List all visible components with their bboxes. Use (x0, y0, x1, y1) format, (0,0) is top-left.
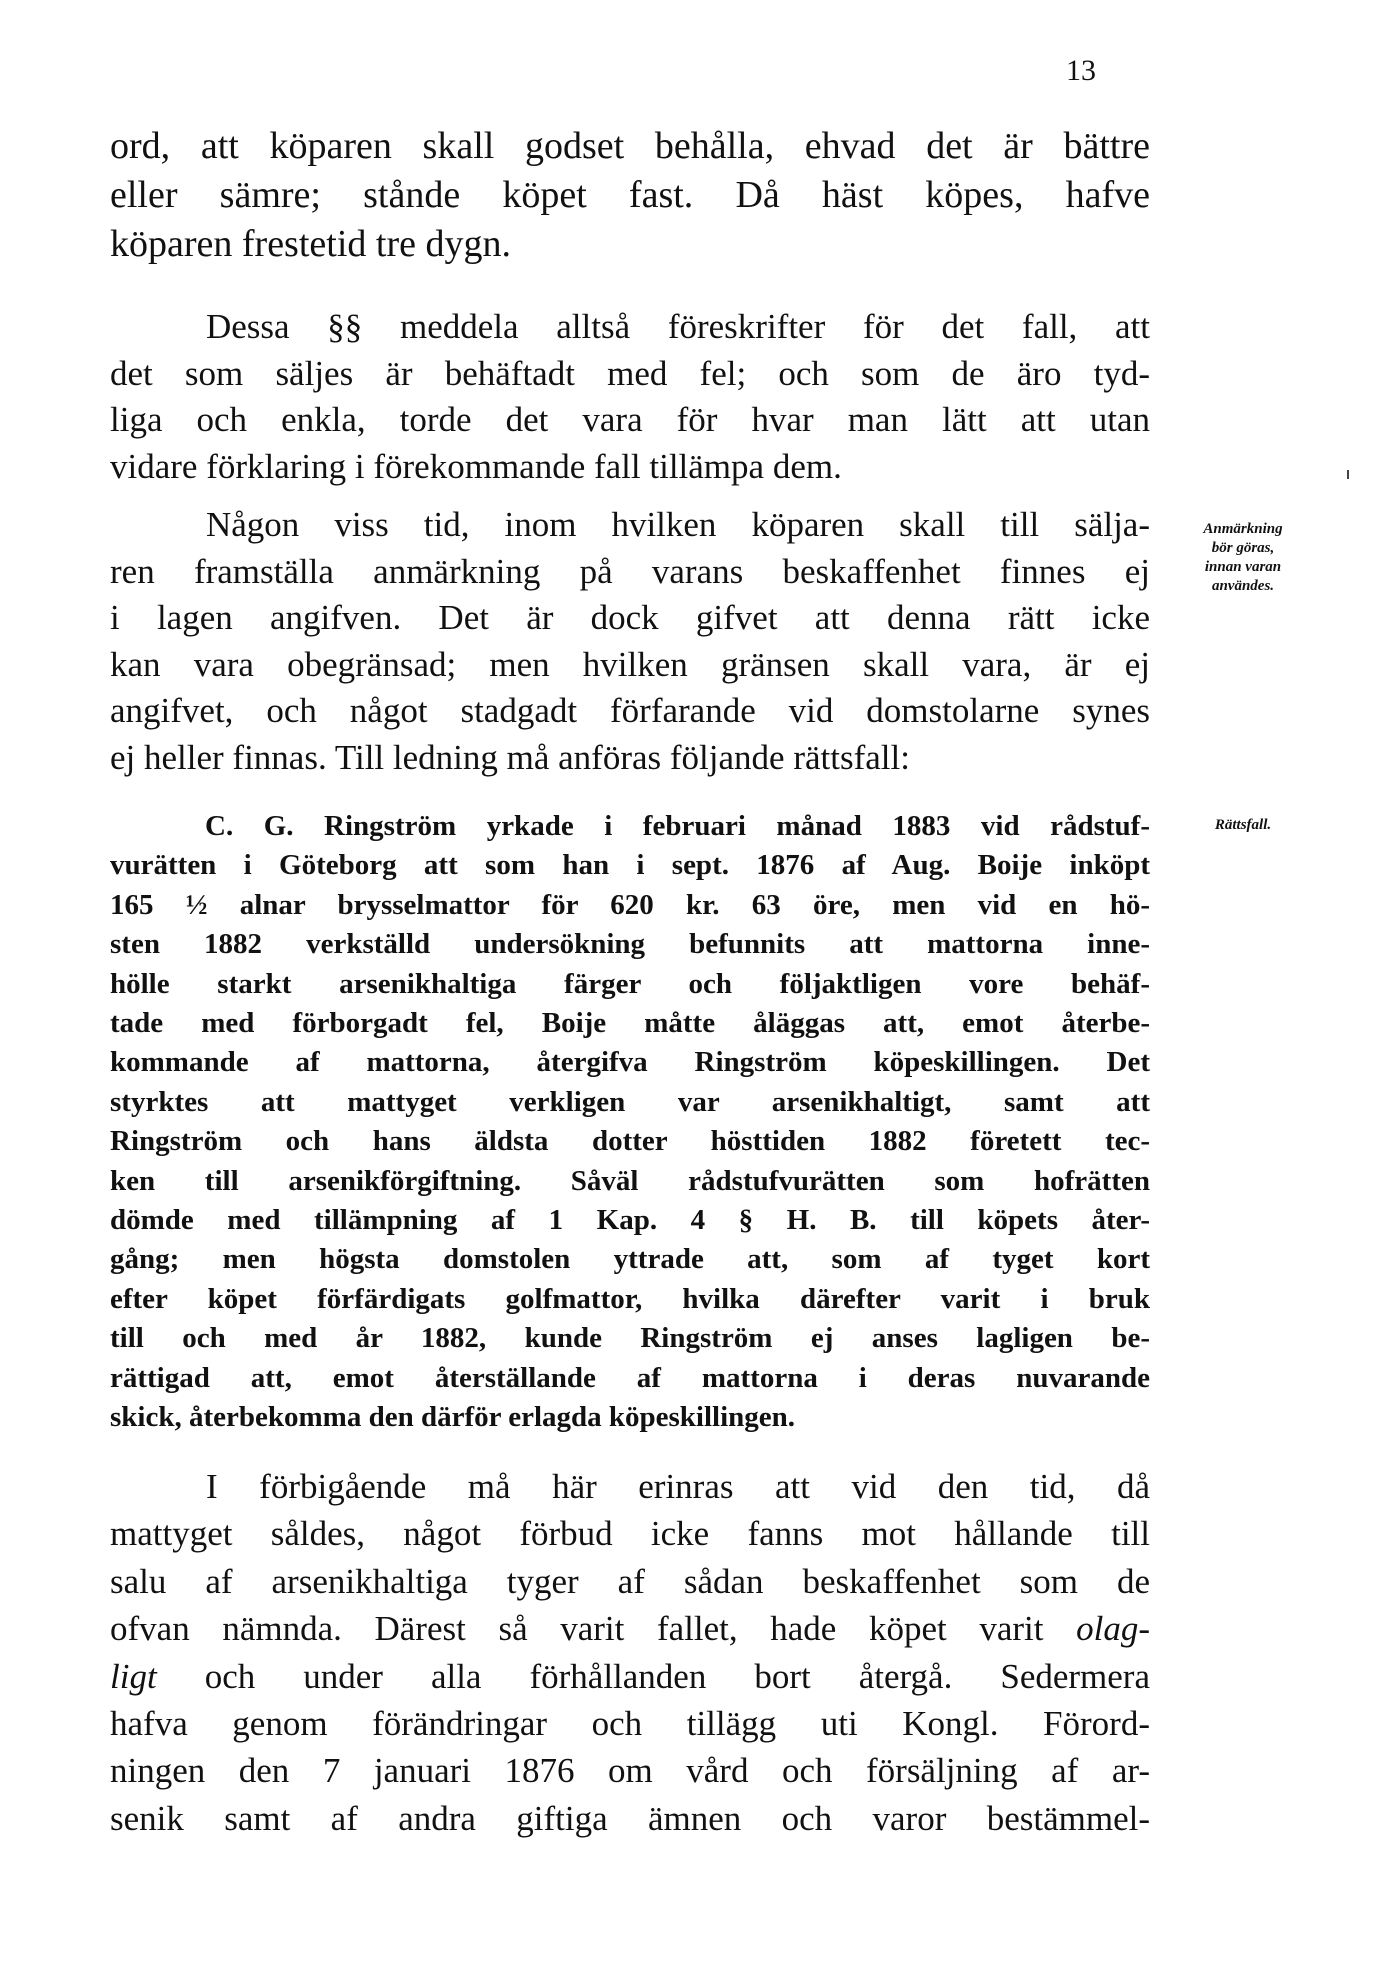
text-line: ningen den 7 januari 1876 om vård och försäljning af ar- (110, 1751, 1150, 1791)
text-line: Någon viss tid, inom hvilken köparen skall till sälja- (206, 505, 1150, 544)
text-line: ken till arsenikförgiftning. Såväl rådstufvurätten som hofrätten (110, 1164, 1150, 1197)
text-line: I förbigående må här erinras att vid den tid, då (206, 1467, 1150, 1506)
paragraph-arsenic-regulation (110, 1463, 1150, 1842)
text-line: C. G. Ringström yrkade i februari månad 1883 vid rådstuf- (205, 810, 1150, 842)
paragraph-complaint-time (110, 502, 1150, 781)
text-line: till och med år 1882, kunde Ringström ej anses lagligen be- (110, 1322, 1150, 1355)
margin-note-line: användes. (1211, 578, 1275, 594)
text-line: i lagen angifven. Det är dock gifvet att denna rätt icke (110, 598, 1150, 637)
text-line: gång; men högsta domstolen yttrade att, som af tyget kort (110, 1243, 1150, 1276)
text-line: vidare förklaring i förekommande fall tillämpa dem. (110, 446, 842, 486)
text-line: tade med förborgadt fel, Boije måtte åläggas att, emot återbe- (110, 1007, 1150, 1040)
text-line: angifvet, och något stadgadt förfarande vid domstolarne synes (110, 691, 1150, 730)
paragraph-continuation (110, 122, 1150, 269)
text-line: mattyget såldes, något förbud icke fanns mot hållande till (110, 1514, 1150, 1554)
text-line: det som säljes är behäftadt med fel; och som de äro tyd- (110, 353, 1150, 393)
text-line: liga och enkla, torde det vara för hvar man lätt att utan (110, 400, 1150, 439)
text-segment: ofvan nämnda. Därest så varit fallet, hade köpet varit (110, 1609, 1077, 1649)
text-line: eller sämre; stånde köpet fast. Då häst köpes, hafve (110, 174, 1150, 216)
case-report (110, 807, 1150, 1438)
text-line: dömde med tillämpning af 1 Kap. 4 § H. B. till köpets åter- (110, 1204, 1150, 1237)
page-number: 13 (1066, 54, 1096, 87)
text-line: skick, återbekomma den därför erlagda köpeskillingen. (110, 1401, 796, 1434)
margin-note-line: Anmärkning (1203, 521, 1283, 537)
margin-note-line: innan varan (1204, 559, 1282, 575)
text-line: efter köpet förfärdigats golfmattor, hvilka därefter varit i bruk (110, 1282, 1150, 1315)
text-line: Dessa §§ meddela alltså föreskrifter för det fall, att (206, 307, 1150, 346)
text-line: vurätten i Göteborg att som han i sept. 1876 af Aug. Boije inköpt (110, 849, 1150, 882)
text-line: köparen frestetid tre dygn. (110, 223, 511, 265)
text-line: kan vara obegränsad; men hvilken gränsen skall vara, är ej (110, 644, 1150, 684)
text-line: hölle starkt arsenikhaltiga färger och följaktligen vore behäf- (110, 967, 1150, 1000)
text-line: styrktes att mattyget verkligen var arsenikhaltigt, samt att (110, 1085, 1150, 1118)
paragraph-regulations (110, 304, 1150, 490)
text-line (110, 1605, 1150, 1652)
text-line: salu af arsenikhaltiga tyger af sådan beskaffenhet som de (110, 1561, 1150, 1601)
text-line: ej heller finnas. Till ledning må anföras följande rättsfall: (110, 737, 910, 777)
text-line: hafva genom förändringar och tillägg uti Kongl. Förord- (110, 1704, 1150, 1744)
text-line: sten 1882 verkställd undersökning befunnits att mattorna inne- (110, 928, 1150, 961)
text-segment: och under alla förhållanden bort återgå. Sedermera (156, 1656, 1150, 1696)
text-line: ren framställa anmärkning på varans beskaffenhet finnes ej (110, 551, 1150, 591)
margin-note-case (1168, 816, 1318, 835)
text-line: senik samt af andra giftiga ämnen och varor bestämmel- (110, 1798, 1150, 1838)
margin-note-complaint (1168, 520, 1318, 596)
margin-note-line: Rättsfall. (1214, 817, 1272, 833)
text-line (110, 1653, 1150, 1700)
print-speck (1347, 470, 1349, 479)
margin-note-line: bör göras, (1211, 540, 1275, 556)
text-line: rättigad att, emot återställande af mattorna i deras nuvarande (110, 1361, 1150, 1394)
text-line: Ringström och hans äldsta dotter hösttiden 1882 företett tec- (110, 1125, 1150, 1158)
text-line: kommande af mattorna, återgifva Ringström köpeskillingen. Det (110, 1046, 1150, 1079)
italic-word: olag- (1076, 1609, 1150, 1649)
text-line: 165 ½ alnar brysselmattor för 620 kr. 63 öre, men vid en hö- (110, 888, 1150, 921)
text-line: ord, att köparen skall godset behålla, ehvad det är bättre (110, 125, 1150, 167)
italic-word: ligt (110, 1656, 157, 1696)
